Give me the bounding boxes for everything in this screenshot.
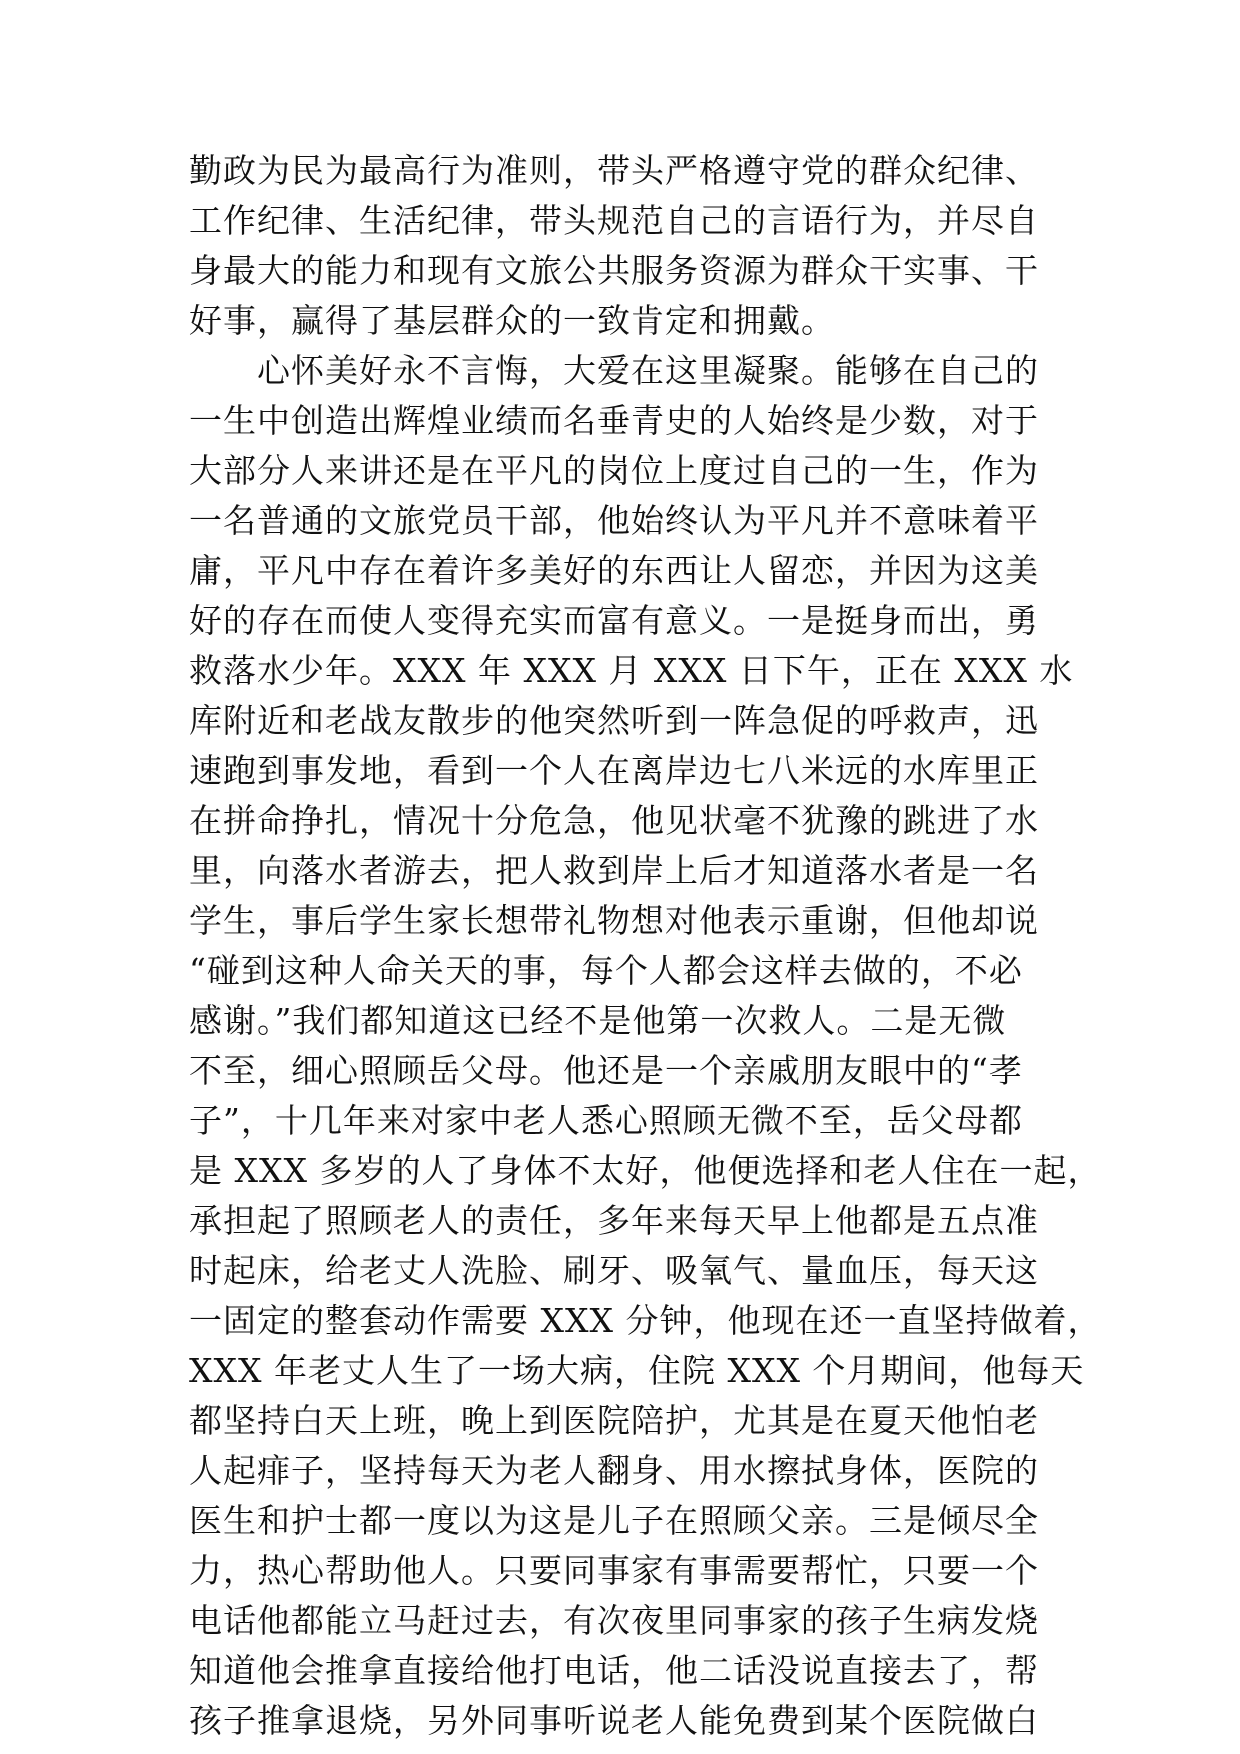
text-line: 都坚持白天上班，晚上到医院陪护，尤其是在夏天他怕老 [189, 1401, 1039, 1440]
text-line: 时起床，给老丈人洗脸、刷牙、吸氧气、量血压，每天这 [189, 1251, 1039, 1290]
text-line: 大部分人来讲还是在平凡的岗位上度过自己的一生，作为 [189, 451, 1039, 490]
text-line: 在拼命挣扎，情况十分危急，他见状毫不犹豫的跳进了水 [189, 801, 1039, 840]
text-line: 速跑到事发地，看到一个人在离岸边七八米远的水库里正 [189, 751, 1039, 790]
text-line: 勤政为民为最高行为准则，带头严格遵守党的群众纪律、 [189, 151, 1039, 190]
text-line: 是 XXX 多岁的人了身体不太好，他便选择和老人住在一起， [189, 1151, 1102, 1190]
text-line: 不至，细心照顾岳父母。他还是一个亲戚朋友眼中的“孝 [189, 1051, 1023, 1090]
text-line: 电话他都能立马赶过去，有次夜里同事家的孩子生病发烧 [189, 1601, 1039, 1640]
text-line: 工作纪律、生活纪律，带头规范自己的言语行为，并尽自 [189, 201, 1039, 240]
text-line: 一名普通的文旅党员干部，他始终认为平凡并不意味着平 [189, 501, 1039, 540]
text-line: XXX 年老丈人生了一场大病，住院 XXX 个月期间，他每天 [189, 1351, 1085, 1390]
text-line: 一生中创造出辉煌业绩而名垂青史的人始终是少数，对于 [189, 401, 1039, 440]
text-line: 里，向落水者游去，把人救到岸上后才知道落水者是一名 [189, 851, 1039, 890]
text-line: 医生和护士都一度以为这是儿子在照顾父亲。三是倾尽全 [189, 1501, 1039, 1540]
text-line: 好的存在而使人变得充实而富有意义。一是挺身而出，勇 [189, 601, 1039, 640]
text-line: 子”，十几年来对家中老人悉心照顾无微不至，岳父母都 [189, 1101, 1023, 1140]
paragraph-start-line: 心怀美好永不言悔，大爱在这里凝聚。能够在自己的 [189, 351, 1039, 390]
text-line: “碰到这种人命关天的事，每个人都会这样去做的，不必 [189, 951, 1023, 990]
text-line: 知道他会推拿直接给他打电话，他二话没说直接去了，帮 [189, 1651, 1039, 1690]
text-line: 库附近和老战友散步的他突然听到一阵急促的呼救声，迅 [189, 701, 1039, 740]
text-line: 力，热心帮助他人。只要同事家有事需要帮忙，只要一个 [189, 1551, 1039, 1590]
text-line: 孩子推拿退烧，另外同事听说老人能免费到某个医院做白 [189, 1701, 1039, 1740]
text-line: 承担起了照顾老人的责任，多年来每天早上他都是五点准 [189, 1201, 1039, 1240]
text-line: 身最大的能力和现有文旅公共服务资源为群众干实事、干 [189, 251, 1039, 290]
body-text [189, 146, 1102, 1746]
text-line: 学生，事后学生家长想带礼物想对他表示重谢，但他却说 [189, 901, 1039, 940]
text-line: 感谢。”我们都知道这已经不是他第一次救人。二是无微 [189, 1001, 1007, 1040]
text-line: 人起痱子，坚持每天为老人翻身、用水擦拭身体，医院的 [189, 1451, 1039, 1490]
text-line: 救落水少年。XXX 年 XXX 月 XXX 日下午，正在 XXX 水 [189, 651, 1074, 690]
text-line: 好事，赢得了基层群众的一致肯定和拥戴。 [189, 301, 835, 340]
text-line: 庸，平凡中存在着许多美好的东西让人留恋，并因为这美 [189, 551, 1039, 590]
text-line: 一固定的整套动作需要 XXX 分钟，他现在还一直坚持做着， [189, 1301, 1102, 1340]
